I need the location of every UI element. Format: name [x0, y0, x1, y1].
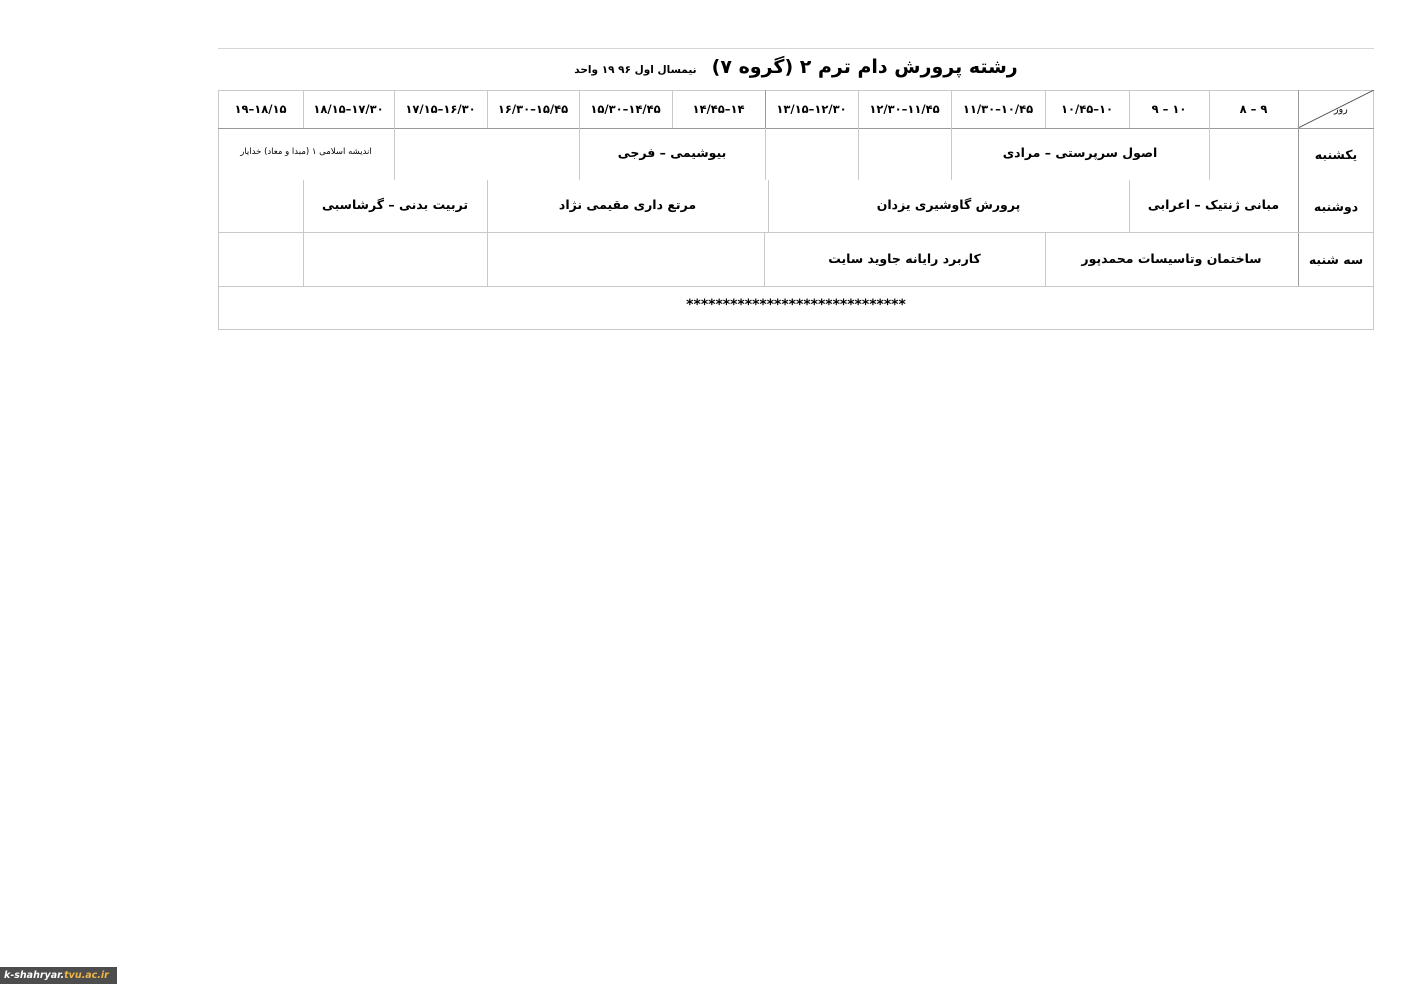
- grid-line: [765, 128, 766, 180]
- grid-line: [1209, 128, 1210, 180]
- column-header: ۱۶/۳۰–۱۷/۱۵: [405, 102, 476, 116]
- column-header: ۱۰/۴۵–۱۱/۳۰: [962, 102, 1034, 116]
- column-header: ۱۸/۱۵–۱۹: [234, 102, 287, 116]
- top-rule: [218, 48, 1374, 49]
- column-header: ۱۷/۳۰–۱۸/۱۵: [313, 102, 384, 116]
- grid-line: [487, 232, 488, 286]
- day-label-monday: دوشنبه: [1313, 198, 1359, 214]
- grid-line: [303, 232, 304, 286]
- class-cell: پرورش گاوشیری یزدان: [876, 196, 1021, 212]
- column-header: ۹ – ۸: [1239, 102, 1268, 116]
- day-label-tuesday: سه شنبه: [1308, 251, 1364, 267]
- class-cell: بیوشیمی – فرجی: [617, 144, 727, 160]
- column-header: ۱۵/۴۵–۱۶/۳۰: [497, 102, 569, 116]
- class-cell: کاربرد رایانه جاوید سایت: [828, 250, 981, 266]
- watermark-domain-accent: tvu.ac.ir: [64, 970, 109, 981]
- schedule-subtitle: نیمسال اول ۹۶ ۱۹ واحد: [574, 64, 697, 76]
- column-header: ۱۰–۱۰/۴۵: [1060, 102, 1114, 116]
- class-cell: اصول سرپرستی – مرادی: [1002, 144, 1158, 160]
- column-header: ۱۱/۴۵–۱۲/۳۰: [869, 102, 940, 116]
- class-cell: مبانی ژنتیک – اعرابی: [1147, 196, 1280, 212]
- class-cell: ساختمان وتاسیسات محمدپور: [1081, 250, 1262, 266]
- schedule-title: رشته پرورش دام ترم ۲ (گروه ۷): [711, 56, 1018, 78]
- site-watermark: [0, 967, 117, 984]
- page-title: [218, 56, 1374, 78]
- column-header: ۱۲/۳۰–۱۳/۱۵: [776, 102, 847, 116]
- class-cell: اندیشه اسلامی ۱ (مبدا و معاد) خدایار: [240, 147, 372, 157]
- footer-stars: ******************************: [686, 297, 906, 313]
- grid-line: [858, 128, 859, 180]
- class-cell: مرتع داری مقیمی نژاد: [558, 196, 697, 212]
- watermark-domain: k-shahryar.: [4, 970, 65, 981]
- column-header: ۱۴/۴۵–۱۵/۳۰: [590, 102, 661, 116]
- day-label-sunday: یکشنبه: [1314, 146, 1358, 162]
- grid-line: [394, 128, 395, 180]
- column-header: ۱۰ – ۹: [1151, 102, 1187, 116]
- column-header: ۱۴–۱۴/۴۵: [692, 102, 745, 116]
- grid-line: [218, 286, 1374, 287]
- corner-label-day: روز: [1334, 104, 1348, 115]
- class-cell: تربیت بدنی – گرشاسبی: [321, 196, 469, 212]
